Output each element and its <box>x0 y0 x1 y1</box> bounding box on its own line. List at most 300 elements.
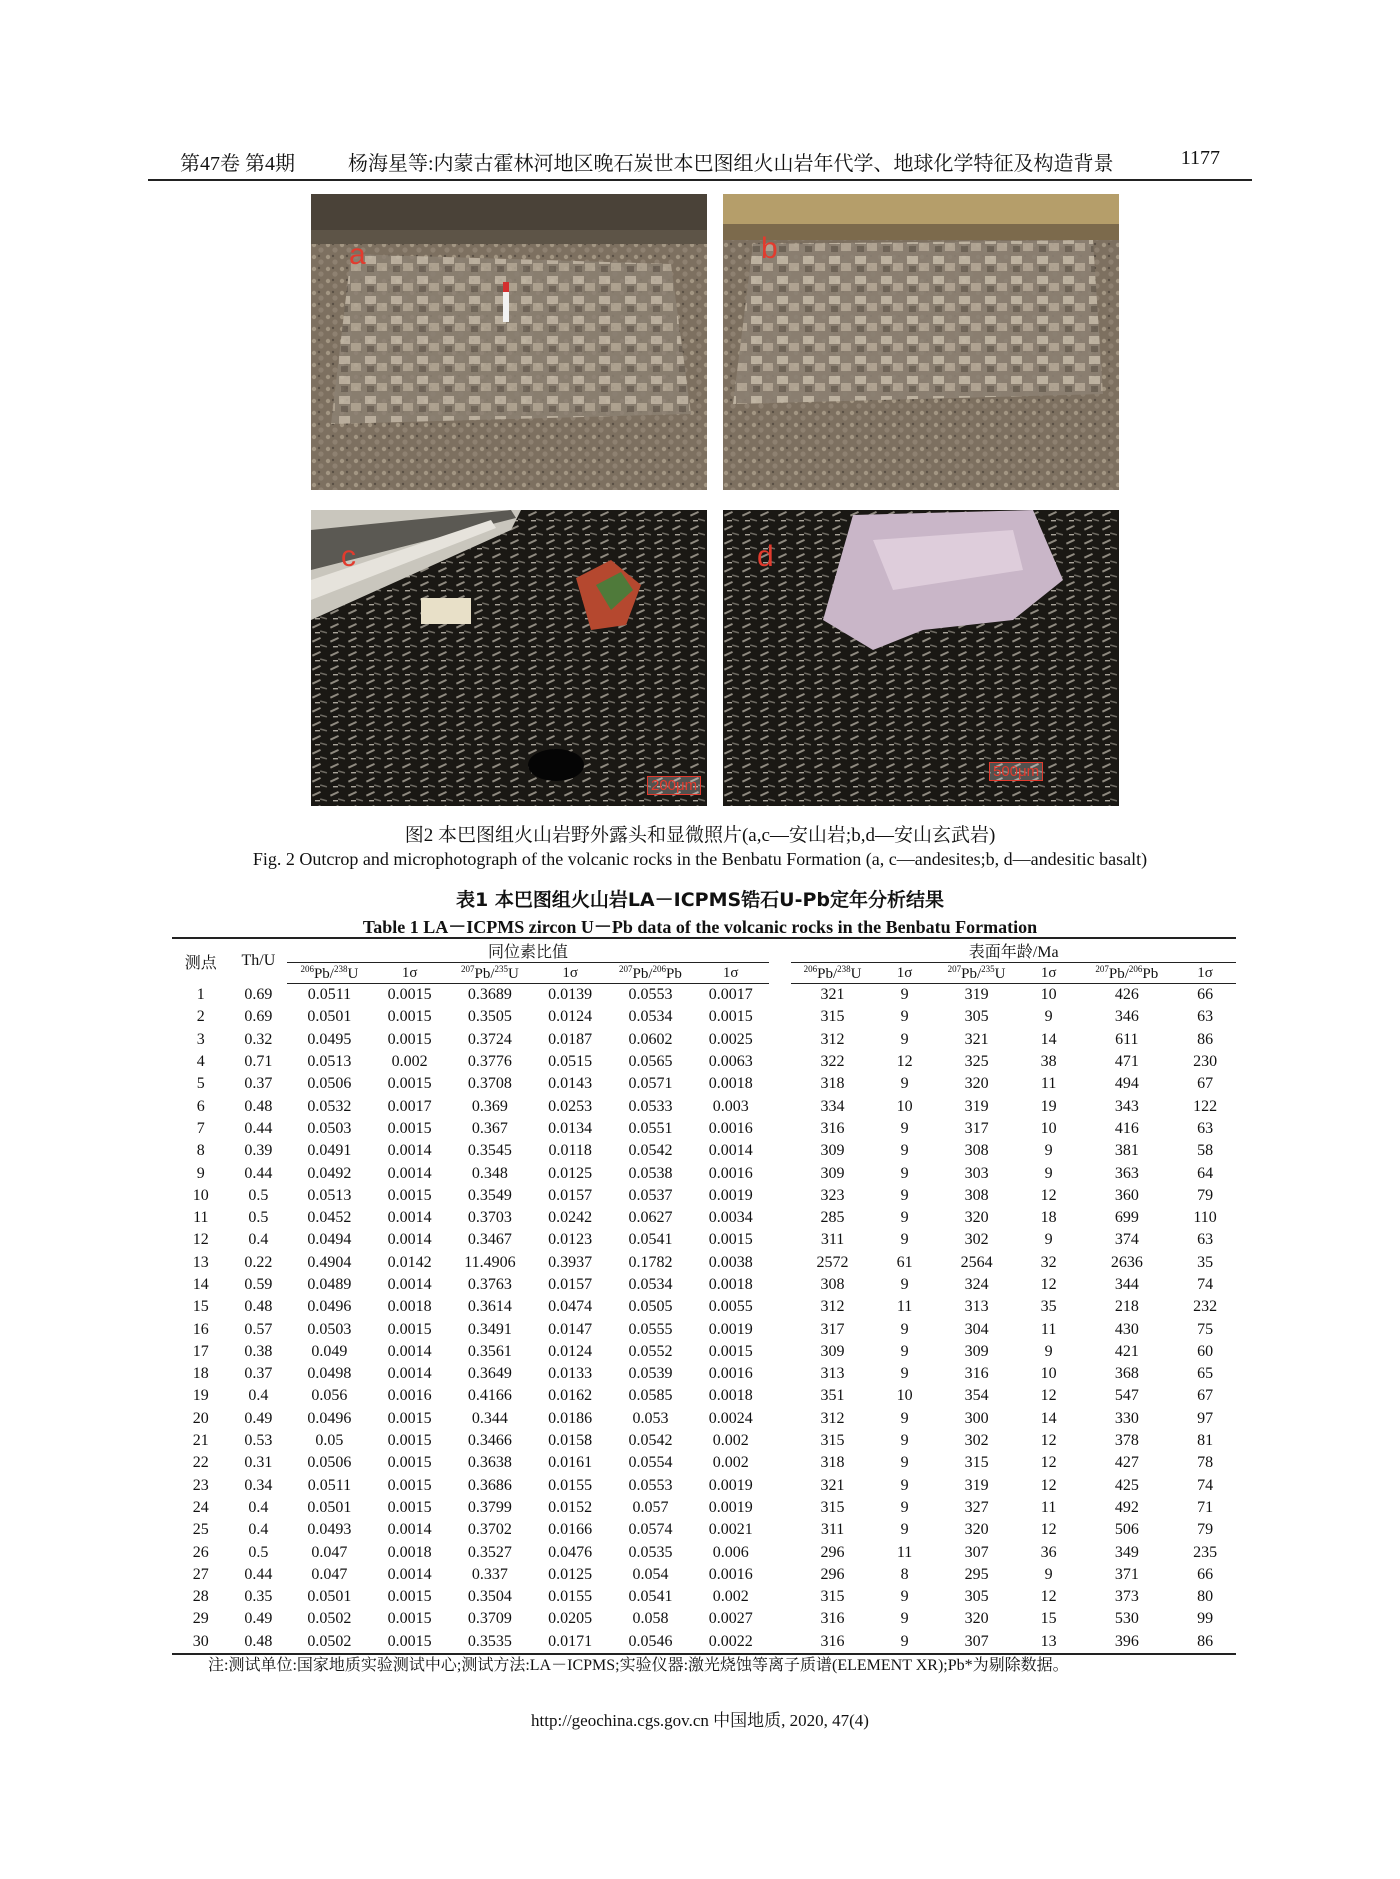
photo-panel-b <box>723 194 1119 490</box>
table-cell: 11 <box>1040 1498 1057 1516</box>
table-cell: 26 <box>192 1543 209 1561</box>
column-spacer <box>769 1118 792 1140</box>
table-cell: 23 <box>192 1476 209 1494</box>
table-cell: 321 <box>820 1476 845 1494</box>
column-spacer <box>769 1229 792 1251</box>
table-cell: 0.44 <box>244 1565 273 1583</box>
table-cell: 0.0016 <box>387 1387 432 1405</box>
table-cell: 0.0142 <box>387 1253 432 1271</box>
scale-bar-c: 200μm <box>647 776 701 795</box>
col-header-sigma: 1σ <box>1174 963 1236 984</box>
table-cell: 320 <box>964 1521 989 1539</box>
col-header-206pb-238u: $^{206}$Pb/$^{238}$U <box>287 963 371 984</box>
table-cell: 308 <box>964 1142 989 1160</box>
table-cell: 0.0515 <box>548 1053 593 1071</box>
table-cell: 318 <box>820 1454 845 1472</box>
column-spacer <box>769 1073 792 1095</box>
table-cell: 0.002 <box>712 1454 749 1472</box>
table-cell: 27 <box>192 1565 209 1583</box>
table-cell: 0.0157 <box>548 1276 593 1293</box>
table-cell: 330 <box>1114 1409 1139 1427</box>
panel-letter-d: d <box>757 540 774 573</box>
column-spacer <box>769 1185 792 1207</box>
table-cell: 0.0506 <box>307 1454 352 1472</box>
table-cell: 58 <box>1197 1142 1214 1160</box>
table-cell: 0.0123 <box>548 1231 593 1249</box>
table-cell: 12 <box>1040 1276 1057 1293</box>
table-cell: 0.002 <box>712 1588 749 1606</box>
table-cell: 0.0537 <box>628 1186 673 1204</box>
table-cell: 0.0147 <box>548 1320 593 1338</box>
table-cell: 12 <box>896 1053 913 1071</box>
table-cell: 9 <box>900 986 909 1004</box>
table-cell: 416 <box>1114 1119 1139 1137</box>
table-cell: 305 <box>964 1008 989 1026</box>
table-cell: 0.0553 <box>628 986 673 1004</box>
table-cell: 0.053 <box>632 1409 669 1427</box>
table-cell: 0.3686 <box>467 1476 512 1494</box>
table-cell: 311 <box>820 1521 845 1539</box>
column-spacer <box>769 1318 792 1340</box>
table-cell: 79 <box>1197 1186 1214 1204</box>
table-cell: 9 <box>1044 1565 1053 1583</box>
column-spacer <box>769 1408 792 1430</box>
table-cell: 0.0171 <box>532 1631 608 1654</box>
table-cell: 0.0534 <box>628 1008 673 1026</box>
table-cell: 315 <box>820 1588 845 1606</box>
table-cell: 12 <box>1040 1387 1057 1405</box>
table-cell: 0.59 <box>244 1276 273 1293</box>
table-cell: 0.0019 <box>708 1476 753 1494</box>
table-row <box>172 1385 1236 1407</box>
table-cell: 63 <box>1197 1231 1214 1249</box>
table-cell: 79 <box>1197 1521 1214 1539</box>
table-cell: 302 <box>964 1432 989 1450</box>
table-cell: 9 <box>1044 1342 1053 1360</box>
table-cell: 0.0014 <box>387 1365 432 1383</box>
table-cell: 0.0015 <box>387 1320 432 1338</box>
table-cell: 0.5 <box>248 1543 269 1561</box>
table-cell: 11 <box>193 1209 209 1227</box>
column-spacer <box>769 1586 792 1608</box>
table-cell: 319 <box>964 1097 989 1115</box>
table-cell: 0.0501 <box>307 1588 352 1606</box>
table-cell: 0.0498 <box>307 1365 352 1383</box>
table-cell: 0.48 <box>230 1631 288 1654</box>
table-cell: 218 <box>1114 1298 1139 1316</box>
table-cell: 0.4904 <box>307 1253 352 1271</box>
table-cell: 0.0014 <box>387 1521 432 1539</box>
table-cell: 0.0038 <box>708 1253 753 1271</box>
table-cell: 0.056 <box>311 1387 348 1405</box>
col-header-sigma: 1σ <box>532 963 608 984</box>
table-cell: 0.0494 <box>307 1231 352 1249</box>
table-row <box>172 1564 1236 1586</box>
table-cell: 315 <box>820 1008 845 1026</box>
table-cell: 0.0501 <box>307 1008 352 1026</box>
table-cell: 321 <box>820 986 845 1004</box>
table-cell: 0.3467 <box>467 1231 512 1249</box>
table-cell: 0.0496 <box>307 1409 352 1427</box>
table-cell: 0.0542 <box>628 1142 673 1160</box>
table-cell: 21 <box>192 1432 209 1450</box>
col-header-spot: 测点 <box>172 938 230 984</box>
table-cell: 327 <box>964 1498 989 1516</box>
table-cell: 0.39 <box>244 1142 273 1160</box>
table-cell: 321 <box>964 1030 989 1048</box>
column-spacer <box>769 1385 792 1407</box>
table-cell: 320 <box>964 1075 989 1093</box>
table-cell: 0.0024 <box>708 1409 753 1427</box>
table-cell: 30 <box>172 1631 230 1654</box>
col-header-sigma: 1σ <box>372 963 448 984</box>
table-cell: 0.0538 <box>628 1164 673 1182</box>
table-cell: 315 <box>820 1432 845 1450</box>
zircon-data-table <box>172 937 1236 1655</box>
table-cell: 0.31 <box>244 1454 273 1472</box>
table-cell: 9 <box>1044 1231 1053 1249</box>
table-cell: 0.0513 <box>307 1053 352 1071</box>
table-cell: 8 <box>900 1565 909 1583</box>
table-cell: 0.002 <box>712 1432 749 1450</box>
table-cell: 343 <box>1114 1097 1139 1115</box>
table-cell: 67 <box>1197 1075 1214 1093</box>
table-cell: 67 <box>1197 1387 1214 1405</box>
table-cell: 0.0015 <box>387 1432 432 1450</box>
col-header-age-206pb-238u: $^{206}$Pb/$^{238}$U <box>791 963 873 984</box>
table-cell: 308 <box>820 1276 845 1293</box>
table-cell: 9 <box>1044 1142 1053 1160</box>
column-spacer <box>769 1051 792 1073</box>
table-cell: 22 <box>192 1454 209 1472</box>
table-cell: 0.3491 <box>467 1320 512 1338</box>
table-cell: 0.0511 <box>307 986 352 1004</box>
panel-letter-b: b <box>761 232 778 265</box>
table-cell: 10 <box>896 1097 913 1115</box>
table-cell: 9 <box>900 1008 909 1026</box>
table-cell: 0.367 <box>471 1119 508 1137</box>
table-cell: 0.05 <box>315 1432 344 1450</box>
table-cell: 0.4 <box>248 1231 269 1249</box>
table-cell: 0.0533 <box>628 1097 673 1115</box>
table-cell: 0.0152 <box>548 1498 593 1516</box>
table-cell: 316 <box>964 1365 989 1383</box>
table-cell: 0.3527 <box>467 1543 512 1561</box>
table-cell: 0.0513 <box>307 1186 352 1204</box>
table-cell: 0.0157 <box>548 1186 593 1204</box>
table-cell: 0.002 <box>391 1053 428 1071</box>
table-cell: 315 <box>820 1498 845 1516</box>
table-cell: 11 <box>1040 1075 1057 1093</box>
table-cell: 0.003 <box>712 1097 749 1115</box>
col-header-sigma: 1σ <box>874 963 936 984</box>
table-cell: 0.0134 <box>548 1119 593 1137</box>
table-cell: 66 <box>1197 986 1214 1004</box>
table-cell: 0.0124 <box>548 1008 593 1026</box>
table-cell: 0.0021 <box>708 1521 753 1539</box>
table-cell: 0.37 <box>244 1365 273 1383</box>
column-spacer <box>769 1541 792 1563</box>
table-cell: 12 <box>192 1231 209 1249</box>
table-cell: 80 <box>1197 1588 1214 1606</box>
table-cell: 25 <box>192 1521 209 1539</box>
table-cell: 10 <box>1040 1365 1057 1383</box>
table-cell: 0.0495 <box>307 1030 352 1048</box>
page-footer: http://geochina.cgs.gov.cn 中国地质, 2020, 47(4) <box>531 1711 869 1730</box>
table-cell: 1 <box>196 985 205 1003</box>
table-cell: 0.0014 <box>387 1164 432 1182</box>
table-cell: 0.3505 <box>467 1008 512 1026</box>
table-cell: 12 <box>1040 1186 1057 1204</box>
table-cell: 316 <box>791 1631 873 1654</box>
table-cell: 0.0015 <box>387 1588 432 1606</box>
table-cell: 0.0574 <box>628 1521 673 1539</box>
table-row <box>172 1095 1236 1117</box>
table-cell: 9 <box>900 1164 909 1182</box>
table-cell: 371 <box>1114 1565 1139 1583</box>
table-cell: 9 <box>900 1030 909 1048</box>
table-cell: 0.0493 <box>307 1521 352 1539</box>
table-row <box>172 1162 1236 1184</box>
col-header-age-207pb-235u: $^{207}$Pb/$^{235}$U <box>935 963 1017 984</box>
table-cell: 0.047 <box>311 1565 348 1583</box>
table-cell: 378 <box>1114 1432 1139 1450</box>
table-cell: 0.0016 <box>708 1565 753 1583</box>
column-spacer <box>769 984 792 1007</box>
table-cell: 0.0118 <box>548 1142 592 1160</box>
table-cell: 0.3708 <box>467 1075 512 1093</box>
table-cell: 19 <box>192 1387 209 1405</box>
table-row <box>172 1073 1236 1095</box>
column-spacer <box>769 1363 792 1385</box>
table-cell: 9 <box>1044 1164 1053 1182</box>
table-cell: 427 <box>1114 1454 1139 1472</box>
table-cell: 0.0555 <box>628 1320 673 1338</box>
column-spacer <box>769 1475 792 1497</box>
table-cell: 0.0018 <box>708 1075 753 1093</box>
table-cell: 9 <box>900 1342 909 1360</box>
table-title-en: Table 1 LA－ICPMS zircon U－Pb data of the volcanic rocks in the Benbatu Formation <box>362 917 1038 937</box>
table-row <box>172 1140 1236 1162</box>
table-cell: 0.0034 <box>708 1209 753 1227</box>
table-cell: 0.0014 <box>387 1276 432 1293</box>
table-cell: 0.0133 <box>548 1365 593 1383</box>
table-cell: 0.0503 <box>307 1119 352 1137</box>
table-cell: 14 <box>1040 1030 1057 1048</box>
photo-panel-a <box>311 194 707 490</box>
table-cell: 0.3638 <box>467 1454 512 1472</box>
table-cell: 0.0014 <box>708 1142 753 1160</box>
table-cell: 0.0125 <box>548 1565 593 1583</box>
table-cell: 396 <box>1079 1631 1174 1654</box>
table-cell: 9 <box>874 1631 936 1654</box>
table-cell: 315 <box>964 1454 989 1472</box>
table-cell: 0.0158 <box>548 1432 593 1450</box>
table-cell: 0.0014 <box>387 1342 432 1360</box>
table-cell: 0.0017 <box>708 986 753 1004</box>
table-cell: 317 <box>820 1320 845 1338</box>
table-cell: 0.348 <box>471 1164 508 1182</box>
column-spacer <box>769 1608 792 1630</box>
table-cell: 61 <box>896 1253 913 1271</box>
col-header-sigma: 1σ <box>1018 963 1080 984</box>
table-cell: 0.44 <box>244 1164 273 1182</box>
table-cell: 9 <box>900 1610 909 1628</box>
table-row <box>172 1475 1236 1497</box>
table-cell: 373 <box>1114 1588 1139 1606</box>
table-cell: 0.3466 <box>467 1432 512 1450</box>
col-header-207pb-206pb: $^{207}$Pb/$^{206}$Pb <box>608 963 692 984</box>
table-cell: 0.344 <box>471 1409 508 1427</box>
table-cell: 63 <box>1197 1119 1214 1137</box>
table-cell: 0.0015 <box>387 1119 432 1137</box>
table-cell: 0.0602 <box>628 1030 673 1048</box>
table-cell: 0.0014 <box>387 1231 432 1249</box>
table-cell: 312 <box>820 1030 845 1048</box>
table-cell: 0.32 <box>244 1030 273 1048</box>
table-cell: 10 <box>896 1387 913 1405</box>
table-cell: 0.0019 <box>708 1498 753 1516</box>
table-cell: 2572 <box>816 1253 849 1271</box>
table-cell: 64 <box>1197 1164 1214 1182</box>
table-cell: 11.4906 <box>464 1253 516 1271</box>
table-cell: 0.3561 <box>467 1342 512 1360</box>
table-cell: 311 <box>820 1231 845 1249</box>
table-row <box>172 1185 1236 1207</box>
table-cell: 374 <box>1114 1231 1139 1249</box>
page-number: 1177 <box>1180 147 1220 169</box>
table-cell: 295 <box>964 1565 989 1583</box>
table-cell: 0.0489 <box>307 1276 352 1293</box>
table-row <box>172 1497 1236 1519</box>
table-cell: 0.0022 <box>693 1631 769 1654</box>
table-cell: 0.0015 <box>372 1631 448 1654</box>
table-cell: 0.0015 <box>708 1231 753 1249</box>
table-cell: 28 <box>192 1588 209 1606</box>
table-cell: 13 <box>192 1253 209 1271</box>
table-cell: 0.0017 <box>387 1097 432 1115</box>
column-spacer <box>769 1162 792 1184</box>
table-cell: 0.3649 <box>467 1365 512 1383</box>
journal-issue: 第47卷 第4期 <box>180 153 295 175</box>
table-cell: 0.369 <box>471 1097 508 1115</box>
table-cell: 0.0541 <box>628 1588 673 1606</box>
table-cell: 309 <box>964 1342 989 1360</box>
column-spacer <box>769 1452 792 1474</box>
table-cell: 7 <box>196 1119 205 1137</box>
table-cell: 97 <box>1197 1409 1214 1427</box>
table-cell: 0.3776 <box>467 1053 512 1071</box>
table-cell: 15 <box>1040 1610 1057 1628</box>
table-cell: 8 <box>196 1142 205 1160</box>
table-cell: 506 <box>1114 1521 1139 1539</box>
table-cell: 0.3504 <box>467 1588 512 1606</box>
table-cell: 60 <box>1197 1342 1214 1360</box>
table-cell: 699 <box>1114 1209 1139 1227</box>
table-cell: 0.71 <box>244 1053 273 1071</box>
column-spacer <box>769 1140 792 1162</box>
table-cell: 0.0015 <box>387 1030 432 1048</box>
table-cell: 0.0016 <box>708 1164 753 1182</box>
table-cell: 0.047 <box>311 1543 348 1561</box>
table-cell: 81 <box>1197 1432 1214 1450</box>
table-cell: 36 <box>1040 1543 1057 1561</box>
table-cell: 12 <box>1040 1454 1057 1472</box>
table-cell: 122 <box>1193 1097 1218 1115</box>
table-cell: 426 <box>1114 986 1139 1004</box>
table-row <box>172 1430 1236 1452</box>
table-cell: 308 <box>964 1186 989 1204</box>
table-cell: 305 <box>964 1588 989 1606</box>
table-cell: 312 <box>820 1409 845 1427</box>
table-cell: 0.0554 <box>628 1454 673 1472</box>
table-cell: 0.0015 <box>387 1498 432 1516</box>
table-cell: 35 <box>1197 1253 1214 1271</box>
table-cell: 9 <box>900 1142 909 1160</box>
table-cell: 0.49 <box>244 1409 273 1427</box>
table-cell: 313 <box>964 1298 989 1316</box>
table-cell: 0.0253 <box>548 1097 593 1115</box>
table-cell: 14 <box>1040 1409 1057 1427</box>
table-cell: 9 <box>1044 1008 1053 1026</box>
table-cell: 319 <box>964 1476 989 1494</box>
table-cell: 18 <box>192 1365 209 1383</box>
table-title-cn: 表1 本巴图组火山岩LA－ICPMS锆石U-Pb定年分析结果 <box>455 889 945 911</box>
table-cell: 66 <box>1197 1565 1214 1583</box>
table-cell: 320 <box>964 1209 989 1227</box>
figure-caption-en: Fig. 2 Outcrop and microphotograph of the volcanic rocks in the Benbatu Formation (a, c—andesites;b, d—andesitic basalt) <box>252 849 1148 869</box>
table-cell: 0.0186 <box>548 1409 593 1427</box>
table-cell: 0.38 <box>244 1342 273 1360</box>
table-cell: 425 <box>1114 1476 1139 1494</box>
table-cell: 0.0496 <box>307 1298 352 1316</box>
column-spacer <box>769 1497 792 1519</box>
table-cell: 0.337 <box>471 1565 508 1583</box>
table-cell: 0.0063 <box>708 1053 753 1071</box>
table-cell: 0.57 <box>244 1320 273 1338</box>
table-cell: 10 <box>1040 986 1057 1004</box>
table-cell: 285 <box>820 1209 845 1227</box>
table-cell: 346 <box>1114 1008 1139 1026</box>
table-cell: 0.0205 <box>548 1610 593 1628</box>
panel-letter-c: c <box>341 540 356 573</box>
table-cell: 78 <box>1197 1454 1214 1472</box>
table-cell: 0.0015 <box>387 1476 432 1494</box>
table-cell: 0.049 <box>311 1342 348 1360</box>
table-cell: 0.0585 <box>628 1387 673 1405</box>
table-cell: 530 <box>1114 1610 1139 1628</box>
table-cell: 13 <box>1018 1631 1080 1654</box>
table-cell: 12 <box>1040 1432 1057 1450</box>
table-cell: 12 <box>1040 1588 1057 1606</box>
table-cell: 29 <box>192 1610 209 1628</box>
table-cell: 0.0505 <box>628 1298 673 1316</box>
table-cell: 319 <box>964 986 989 1004</box>
table-cell: 322 <box>820 1053 845 1071</box>
col-header-thu: Th/U <box>230 938 288 984</box>
table-row <box>172 1541 1236 1563</box>
table-cell: 381 <box>1114 1142 1139 1160</box>
table-cell: 0.0155 <box>548 1588 593 1606</box>
table-cell: 0.0025 <box>708 1030 753 1048</box>
table-cell: 12 <box>1040 1521 1057 1539</box>
table-cell: 0.0015 <box>387 986 432 1004</box>
table-cell: 9 <box>900 1119 909 1137</box>
table-cell: 0.0055 <box>708 1298 753 1316</box>
table-cell: 0.4 <box>248 1387 269 1405</box>
table-cell: 0.44 <box>244 1119 273 1137</box>
table-cell: 99 <box>1197 1610 1214 1628</box>
